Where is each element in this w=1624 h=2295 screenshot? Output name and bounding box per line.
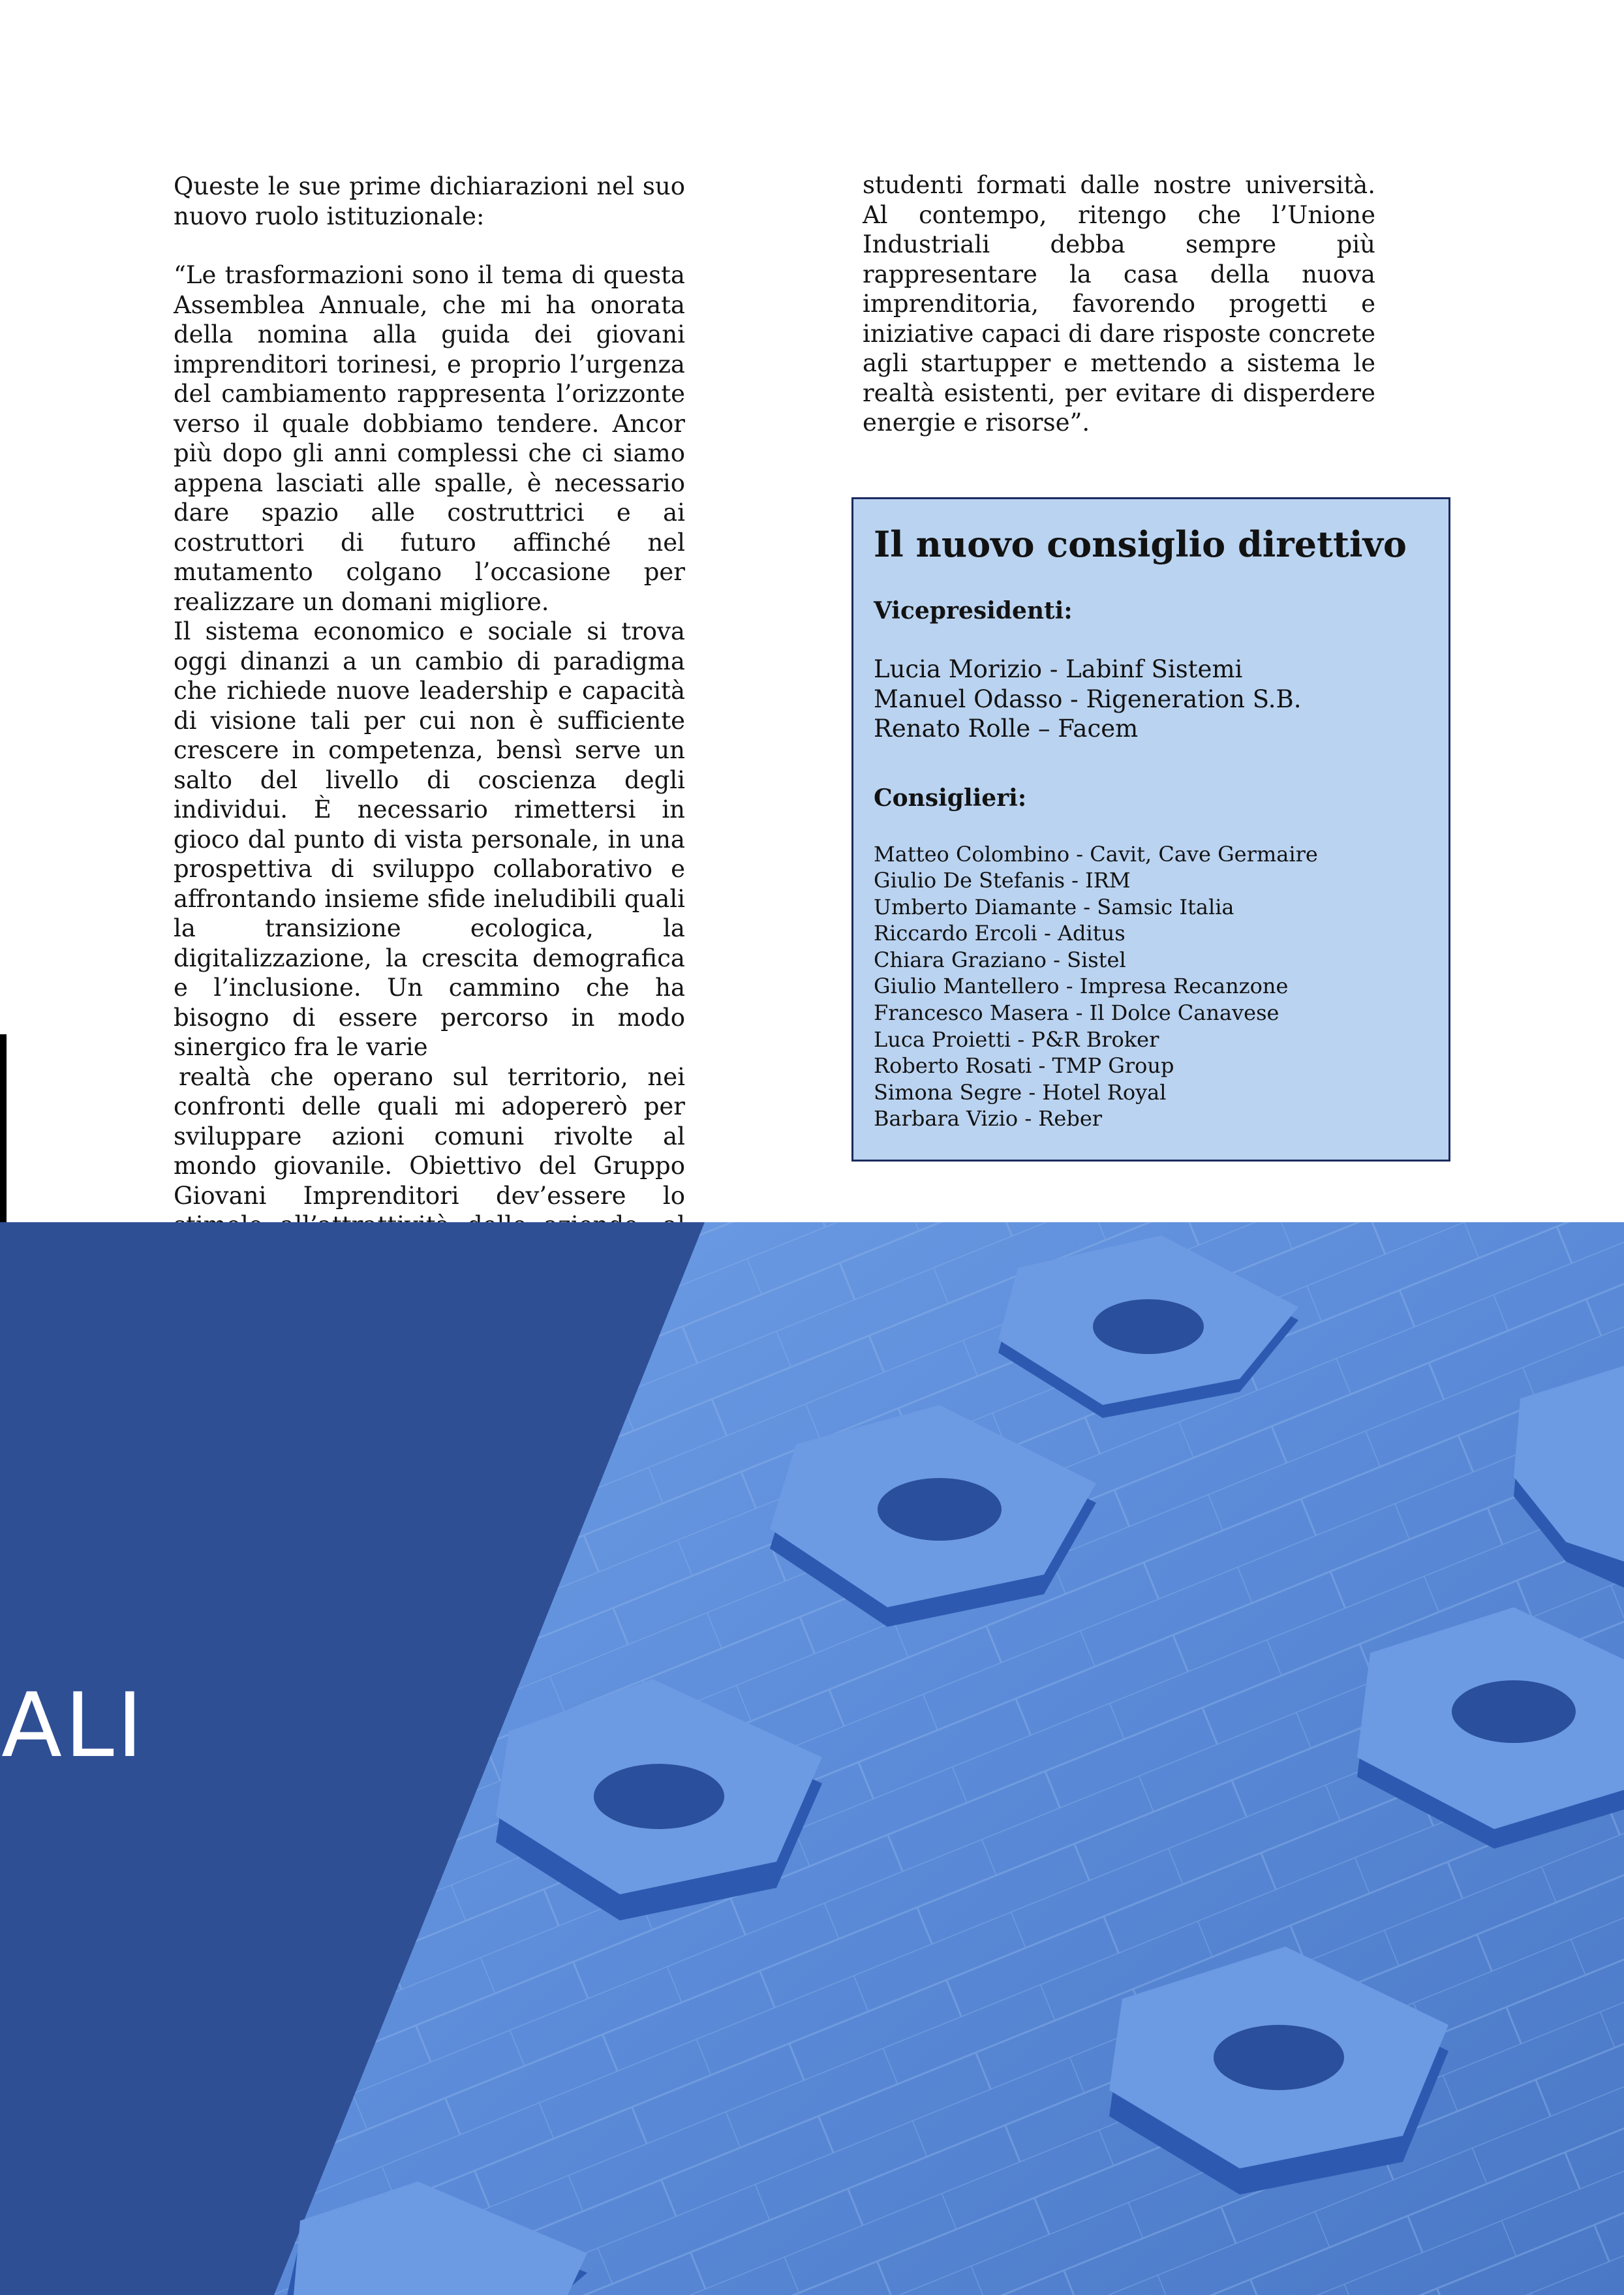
vicepresident-item: Lucia Morizio - Labinf Sistemi [874, 655, 1243, 683]
board-box-title: Il nuovo consiglio direttivo [874, 523, 1407, 565]
intro-paragraph: Queste le sue prime dichiarazioni nel suo nuovo ruolo istituzionale: [174, 172, 685, 230]
councillor-item: Francesco Masera - Il Dolce Canavese [874, 1000, 1279, 1026]
quote-paragraph-4: studenti formati dalle nostre università. Al contempo, ritengo che l’Unione Industriali debba sempre più rappresentare la casa della nuova imprenditoria, favorendo progetti e iniziative capaci di dare risposte concrete agli startupper e mettendo a sistema le realtà esistenti, per evitare di disperdere energie e risorse”. [863, 171, 1375, 437]
page-edge-bar [0, 1034, 7, 1224]
councillor-item: Roberto Rosati - TMP Group [874, 1053, 1174, 1079]
board-box [851, 497, 1450, 1162]
vicepresidents-list [874, 655, 1429, 744]
quote-paragraph-3: realtà che operano sul territorio, nei confronti delle quali mi adopererò per sviluppare azioni comuni rivolte al mondo giovanile. Obiettivo del Gruppo Giovani Imprenditori dev’essere lo [174, 1062, 685, 1210]
article-left-column [174, 172, 685, 1300]
quote-paragraph-1: “Le trasformazioni sono il tema di questa Assemblea Annuale, che mi ha onorata della nomina alla guida dei giovani imprenditori torinesi, e proprio l’urgenza del cambiamento rappresenta l’orizzonte verso il quale dobbiamo tendere. Ancor più dopo gli anni complessi che ci siamo appena lasciati alle spalle, è necessario dare spazio alle costruttrici e ai costruttori di futuro affinché nel mutamento colgano l’occasione per realizzare un domani migliore. [174, 261, 685, 616]
councillor-item: Matteo Colombino - Cavit, Cave Germaire [874, 841, 1318, 867]
quote-paragraph-2: Il sistema economico e sociale si trova oggi dinanzi a un cambio di paradigma che richiede nuove leadership e capacità di visione tali per cui non è sufficiente crescere in competenza, bensì serve un salto del livello di coscienza degli individui. È necessario rimettersi in gioco dal punto di vista personale, in una prospettiva di sviluppo collaborativo e affrontando insieme sfide ineludibili quali la transizione ecologica, la digitalizzazione, la crescita demografica e l’inclusione. Un cammino che ha bisogno di essere percorso in modo sinergico fra le varie [174, 617, 685, 1061]
councillor-item: Simona Segre - Hotel Royal [874, 1079, 1167, 1105]
article-right-column [863, 170, 1375, 438]
vicepresidents-heading: Vicepresidenti: [874, 597, 1073, 624]
councillor-item: Riccardo Ercoli - Aditus [874, 921, 1126, 946]
vicepresident-item: Renato Rolle – Facem [874, 715, 1139, 743]
hero-photo [0, 1222, 1624, 2295]
hero-graphic [0, 1222, 1624, 2295]
councillor-item: Chiara Graziano - Sistel [874, 947, 1126, 972]
councillors-heading: Consiglieri: [874, 784, 1027, 812]
councillor-item: Barbara Vizio - Reber [874, 1106, 1103, 1132]
vicepresident-item: Manuel Odasso - Rigeneration S.B. [874, 685, 1302, 713]
councillors-list [874, 841, 1429, 1133]
hero-word: ALI [1, 1674, 146, 1778]
councillor-item: Giulio De Stefanis - IRM [874, 868, 1131, 893]
councillor-item: Giulio Mantellero - Impresa Recanzone [874, 974, 1289, 999]
councillor-item: Luca Proietti - P&R Broker [874, 1026, 1159, 1052]
councillor-item: Umberto Diamante - Samsic Italia [874, 894, 1234, 919]
